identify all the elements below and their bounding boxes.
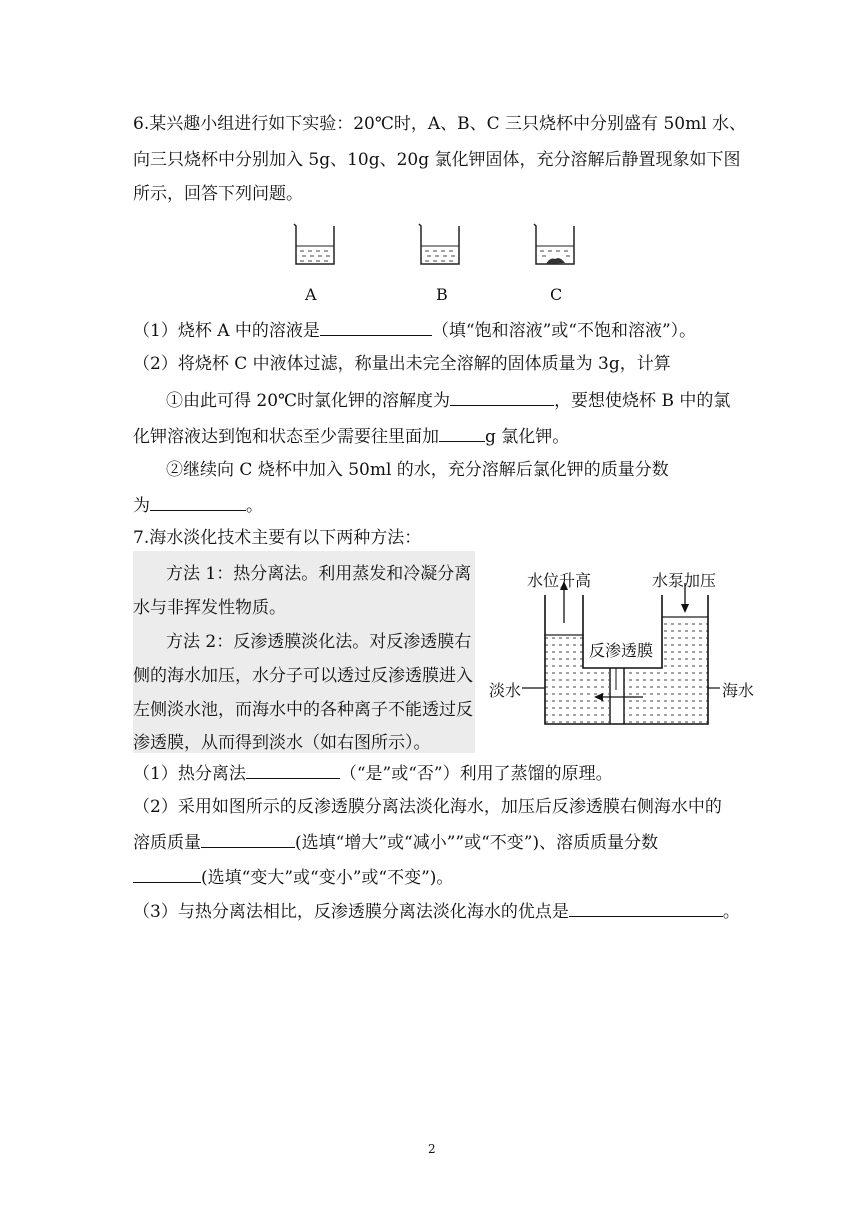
answer-blank-q7-3[interactable] <box>133 866 201 883</box>
beaker-label-b: B <box>436 285 448 304</box>
undissolved-solid <box>546 258 565 264</box>
q7-part3 <box>133 900 740 922</box>
q6-part1-suffix: （填“饱和溶液”或“不饱和溶液”）。 <box>431 321 697 341</box>
diagram-label-fresh-water: 淡水 <box>489 681 522 700</box>
q7-part3-prefix: （3）与热分离法相比，反渗透膜分离法淡化海水的优点是 <box>133 902 569 922</box>
q7-part2-text-b: (选填“增大”或“减小””或“不变”)、溶质质量分数 <box>295 833 659 853</box>
method2-line1: 方法 2：反渗透膜淡化法。对反渗透膜右 <box>166 632 472 652</box>
method2-line3: 左侧淡水池，而海水中的各种离子不能透过反 <box>133 700 473 720</box>
answer-blank-q7-2[interactable] <box>201 831 295 848</box>
q6-sub1-text-b: ，要想使烧杯 B 中的氯 <box>554 391 731 411</box>
beaker-label-c: C <box>550 285 563 304</box>
diagram-label-membrane: 反渗透膜 <box>589 638 653 661</box>
method2-line2: 侧的海水加压，水分子可以透过反渗透膜进入 <box>133 666 473 686</box>
q6-part1 <box>133 319 696 341</box>
method2-line4: 渗透膜，从而得到淡水（如右图所示）。 <box>133 733 431 753</box>
answer-blank-q7-4[interactable] <box>569 900 723 917</box>
answer-blank-q6-4[interactable] <box>150 494 246 511</box>
method1-line1: 方法 1：热分离法。利用蒸发和冷凝分离 <box>166 564 472 584</box>
q7-part1 <box>133 762 613 784</box>
method1-line2: 水与非挥发性物质。 <box>133 598 286 618</box>
q6-intro-line2: 向三只烧杯中分别加入 5g、10g、20g 氯化钾固体，充分溶解后静置现象如下图 <box>133 150 741 170</box>
page-number: 2 <box>428 1142 436 1156</box>
q6-sub2-text-c: 。 <box>246 496 263 516</box>
q6-part1-prefix: （1）烧杯 A 中的溶液是 <box>133 321 320 341</box>
q6-intro-line1: 6.某兴趣小组进行如下实验：20℃时，A、B、C 三只烧杯中分别盛有 50ml 水、 <box>133 114 747 134</box>
q6-part2-sub1-line1 <box>166 389 730 411</box>
q7-part1-suffix: （“是”或“否”）利用了蒸馏的原理。 <box>339 764 613 784</box>
answer-blank-q6-1[interactable] <box>320 319 432 336</box>
beaker-c <box>534 224 574 264</box>
beaker-b <box>419 224 459 264</box>
q6-part2-sub2-line1: ②继续向 C 烧杯中加入 50ml 的水，充分溶解后氯化钾的质量分数 <box>166 460 669 480</box>
q7-part1-prefix: （1）热分离法 <box>133 764 246 784</box>
q7-part2-text-c: (选填“变大”或“变小”或“不变”)。 <box>201 868 454 888</box>
q6-sub1-text-c: 化钾溶液达到饱和状态至少需要往里面加 <box>133 427 439 447</box>
answer-blank-q7-1[interactable] <box>246 762 340 779</box>
q7-part2-line3 <box>133 866 453 888</box>
q7-part2-line1: （2）采用如图所示的反渗透膜分离法淡化海水，加压后反渗透膜右侧海水中的 <box>133 797 722 817</box>
diagram-label-water-rise: 水位升高 <box>527 571 592 590</box>
answer-blank-q6-2[interactable] <box>450 389 554 406</box>
q6-sub1-text-d: g 氯化钾。 <box>485 427 570 447</box>
q7-part2-line2 <box>133 831 658 853</box>
q6-sub2-text-b: 为 <box>133 496 150 516</box>
diagram-label-sea-water: 海水 <box>722 681 755 700</box>
beakers-figure <box>280 216 580 276</box>
q6-part2: （2）将烧杯 C 中液体过滤，称量出未完全溶解的固体质量为 3g，计算 <box>133 354 671 374</box>
diagram-label-pump: 水泵加压 <box>652 571 717 590</box>
q6-sub1-text-a: ①由此可得 20℃时氯化钾的溶解度为 <box>166 391 451 411</box>
answer-blank-q6-3[interactable] <box>439 425 485 442</box>
q7-title: 7.海水淡化技术主要有以下两种方法： <box>133 528 422 548</box>
q6-part2-sub2-line2 <box>133 494 263 516</box>
q6-intro-line3: 所示，回答下列问题。 <box>133 184 303 204</box>
q6-part2-sub1-line2 <box>133 425 569 447</box>
q7-part2-text-a: 溶质质量 <box>133 833 201 853</box>
beaker-label-a: A <box>305 285 317 304</box>
q7-part3-suffix: 。 <box>722 902 740 922</box>
beaker-a <box>294 224 334 264</box>
